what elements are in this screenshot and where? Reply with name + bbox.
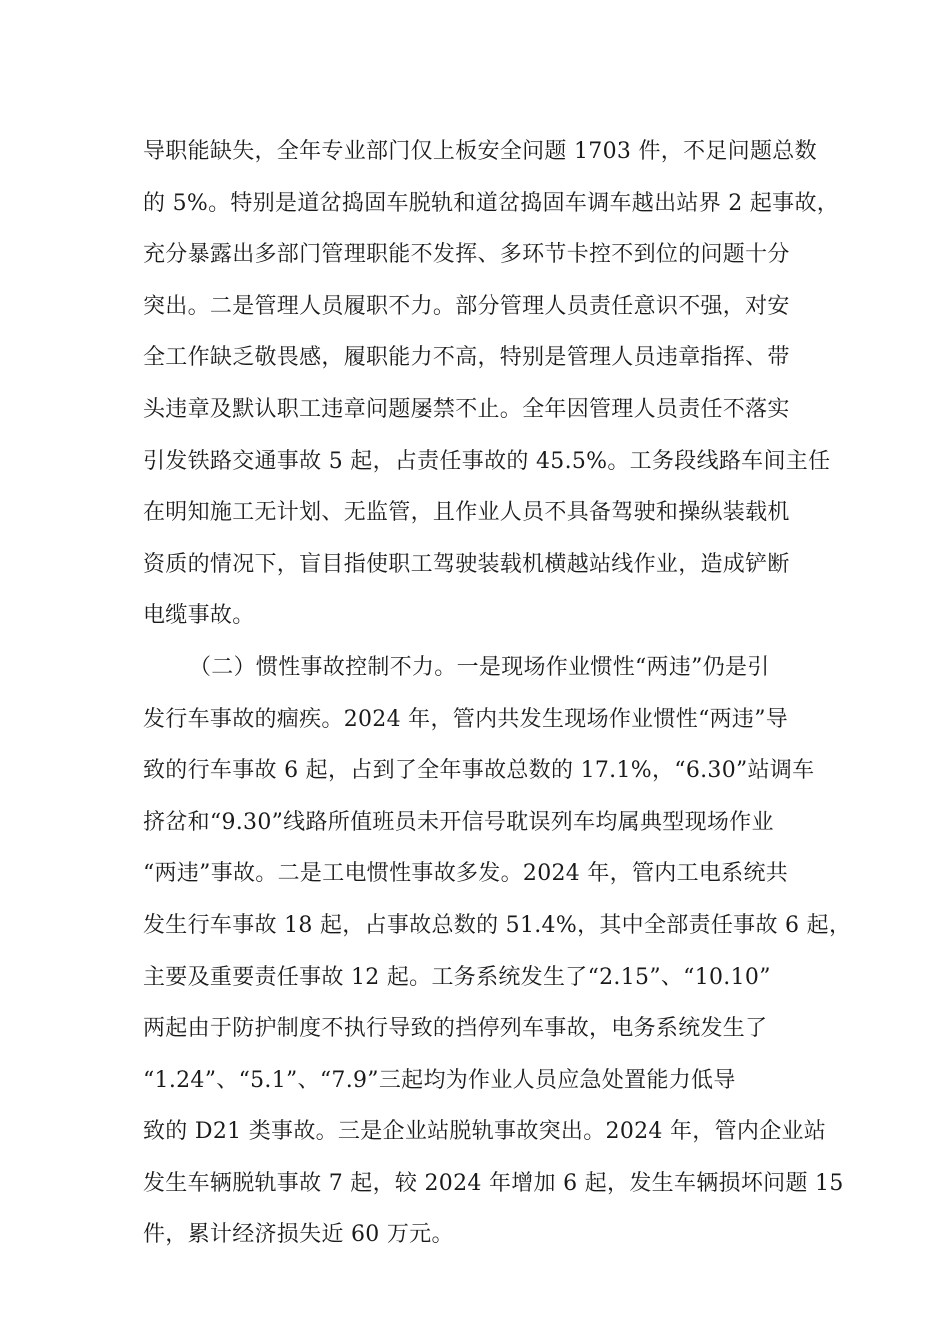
section-heading-line: （二）惯性事故控制不力。一是现场作业惯性“两违”仍是引 [189,654,770,680]
text-line: 电缆事故。 [143,603,255,629]
text-line: 两起由于防护制度不执行导致的挡停列车事故，电务系统发生了 [143,1016,768,1042]
text-line: 发生行车事故 18 起，占事故总数的 51.4%，其中全部责任事故 6 起， [143,912,852,938]
text-line: 主要及重要责任事故 12 起。工务系统发生了“2.15”、“10.10” [143,964,771,990]
body-text [143,126,852,1261]
text-line: 致的 D21 类事故。三是企业站脱轨事故突出。2024 年，管内企业站 [143,1119,827,1145]
text-line: 充分暴露出多部门管理职能不发挥、多环节卡控不到位的问题十分 [143,242,790,268]
text-line: 导职能缺失，全年专业部门仅上板安全问题 1703 件，不足问题总数 [143,139,817,164]
text-line: 资质的情况下，盲目指使职工驾驶装载机横越站线作业，造成铲断 [143,551,790,577]
text-line: 发生车辆脱轨事故 7 起，较 2024 年增加 6 起，发生车辆损坏问题 15 [143,1170,844,1196]
text-line: 在明知施工无计划、无监管，且作业人员不具备驾驶和操纵装载机 [143,500,790,526]
text-line: 引发铁路交通事故 5 起，占责任事故的 45.5%。工务段线路车间主任 [143,448,831,474]
text-line: 致的行车事故 6 起，占到了全年事故总数的 17.1%，“6.30”站调车 [143,758,815,784]
text-line: “1.24”、“5.1”、“7.9”三起均为作业人员应急处置能力低导 [143,1067,736,1093]
text-line: 突出。二是管理人员履职不力。部分管理人员责任意识不强，对安 [143,293,790,319]
text-line: 发行车事故的痼疾。2024 年，管内共发生现场作业惯性“两违”导 [143,706,789,732]
text-line: 全工作缺乏敬畏感，履职能力不高，特别是管理人员违章指挥、带 [143,345,790,371]
text-line: 挤岔和“9.30”线路所值班员未开信号耽误列车均属典型现场作业 [143,809,774,835]
text-line: “两违”事故。二是工电惯性事故多发。2024 年，管内工电系统共 [143,861,789,887]
text-line: 的 5%。特别是道岔捣固车脱轨和道岔捣固车调车越出站界 2 起事故， [143,190,840,216]
text-line: 头违章及默认职工违章问题屡禁不止。全年因管理人员责任不落实 [143,396,790,422]
text-line: 件，累计经济损失近 60 万元。 [143,1222,454,1248]
